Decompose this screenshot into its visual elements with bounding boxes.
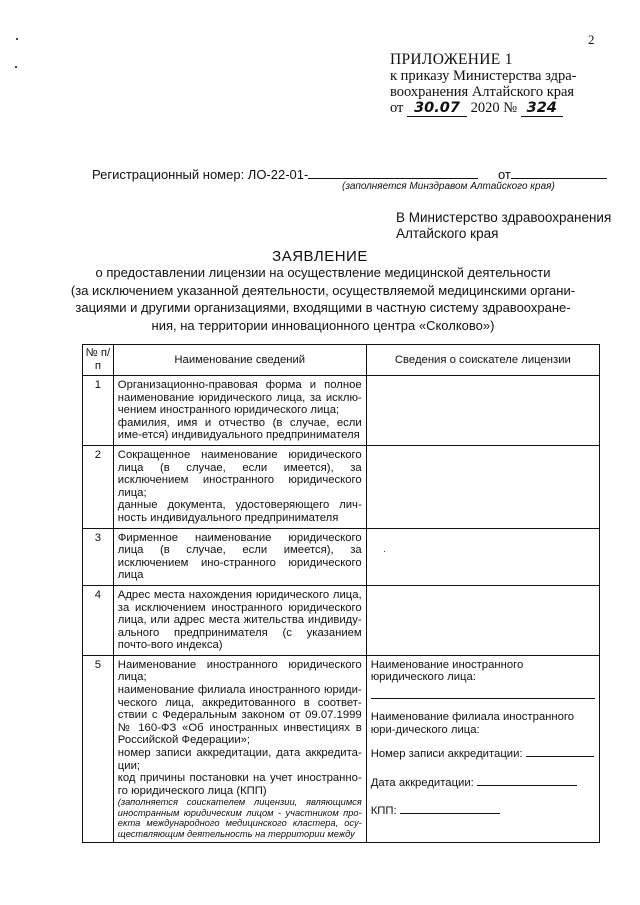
- accreditation-date-line: [371, 775, 595, 790]
- header-number: № п/п: [83, 345, 114, 376]
- row-text: Адрес места нахождения юридического лица, за исключением иностранного юридического лица, или адрес места жительства индивиду-ального предпринимателя (с указанием почто-вого индекса): [117, 588, 362, 652]
- row-item-name: [113, 655, 366, 843]
- header-item-name: Наименование сведений: [113, 345, 366, 376]
- header-applicant-info: Сведения о соискателе лицензии: [366, 345, 599, 376]
- row-note: (заполняется соискателем лицензии, являющимся иностранным юридическим лицом - участником про-екта международного медицинского кластера, осу-ществляющим деятельность на территории между: [117, 797, 362, 839]
- foreign-name-label: Наименование иностранного юридического лица:: [370, 658, 524, 684]
- registration-label: Регистрационный номер: ЛО-22-01-: [92, 167, 309, 182]
- statement-line: (за исключением указанной деятельности, осуществляемой медицинскими органи-: [70, 282, 576, 298]
- row-text: Сокращенное наименование юридического лица (в случае, если имеется), за исключением иностранного юридического лица;: [117, 448, 362, 499]
- table-row: [83, 655, 600, 843]
- appendix-title: ПРИЛОЖЕНИЕ 1: [390, 51, 513, 68]
- row-text: фамилия, имя и отчество (в случае, если име-ется) индивидуального предпринимателя: [117, 416, 362, 442]
- row-number: 5: [83, 655, 114, 843]
- accreditation-date-field[interactable]: [477, 775, 577, 786]
- row-applicant-value[interactable]: [366, 376, 599, 446]
- statement-title: ЗАЯВЛЕНИЕ: [272, 248, 368, 265]
- row-text: данные документа, удостоверяющего лич-ность индивидуального предпринимателя: [117, 499, 362, 524]
- scan-speck: [15, 66, 17, 68]
- row-number: 4: [83, 585, 114, 655]
- statement-line: о предоставлении лицензии на осуществление медицинской деятельности: [95, 265, 551, 280]
- row-text: наименование филиала иностранного юриди-ческого лица, аккредитованного в соответ-ствии с Федеральным законом от 09.07.1999 № 160-ФЗ «Об иностранных инвестициях в Российской Федерации»;: [117, 684, 362, 747]
- registration-from-label: от: [497, 167, 511, 182]
- date-prefix: от: [390, 100, 404, 116]
- row-applicant-value[interactable]: [366, 585, 599, 655]
- scan-speck: [16, 38, 18, 40]
- statement-line: ния, на территории инновационного центра «Сколково»): [151, 317, 495, 333]
- row-applicant-value: [366, 655, 599, 843]
- registration-number-line: [92, 166, 607, 182]
- row-text: Наименование иностранного юридического лица;: [117, 658, 362, 684]
- row-item-name: [113, 585, 366, 655]
- scan-speck: [384, 551, 385, 552]
- row-applicant-value[interactable]: [366, 528, 599, 585]
- row-text: код причины постановки на учет иностранно-го юридического лица (КПП): [117, 772, 362, 797]
- row-number: 1: [83, 376, 114, 446]
- order-year: 2020 №: [470, 100, 518, 116]
- row-applicant-value[interactable]: [366, 445, 599, 528]
- kpp-line: [371, 803, 595, 818]
- appendix-line-2: воохранения Алтайского края: [390, 84, 575, 100]
- handwritten-date: 30.07: [407, 100, 467, 117]
- registration-note: (заполняется Минздравом Алтайского края): [342, 181, 555, 192]
- accreditation-date-label: Дата аккредитации:: [370, 776, 474, 789]
- row-text: номер записи аккредитации, дата аккредита-ции;: [117, 747, 362, 772]
- appendix-block: [390, 52, 630, 117]
- page-number: 2: [588, 32, 595, 47]
- row-text: Фирменное наименование юридического лица (в случае, если имеется), за исключением ино-странного юридического лица: [117, 531, 362, 582]
- row-text: Организационно-правовая форма и полное наименование юридического лица, за исклю-чением иностранного юридического лица;: [117, 379, 362, 417]
- table-header-row: [83, 345, 600, 376]
- kpp-field[interactable]: [400, 803, 500, 814]
- table-row: [83, 376, 600, 446]
- table-row: [83, 585, 600, 655]
- row-item-name: [113, 445, 366, 528]
- table-row: [83, 528, 600, 585]
- accreditation-number-field[interactable]: [526, 746, 594, 757]
- addressee: [396, 210, 611, 242]
- foreign-name-field[interactable]: [371, 684, 595, 699]
- branch-name-label: Наименование филиала иностранного юри-дического лица:: [370, 711, 575, 736]
- accreditation-number-line: [371, 746, 595, 761]
- appendix-date-line: [390, 100, 630, 117]
- handwritten-order-number: 324: [521, 100, 563, 117]
- accreditation-number-label: Номер записи аккредитации:: [370, 748, 523, 761]
- registration-date-field[interactable]: [511, 166, 607, 179]
- addressee-line-1: В Министерство здравоохранения: [396, 210, 612, 225]
- row-item-name: [113, 528, 366, 585]
- statement-subtitle: [68, 264, 578, 334]
- statement-line: зациями и другими организациями, входящими в частную систему здравоохране-: [75, 300, 571, 315]
- application-table: [82, 344, 600, 843]
- row-item-name: [113, 376, 366, 446]
- kpp-label: КПП:: [370, 805, 397, 818]
- registration-number-field[interactable]: [308, 166, 478, 179]
- row-number: 2: [83, 445, 114, 528]
- addressee-line-2: Алтайского края: [396, 226, 499, 241]
- row-number: 3: [83, 528, 114, 585]
- appendix-line-1: к приказу Министерства здра-: [390, 68, 577, 84]
- table-row: [83, 445, 600, 528]
